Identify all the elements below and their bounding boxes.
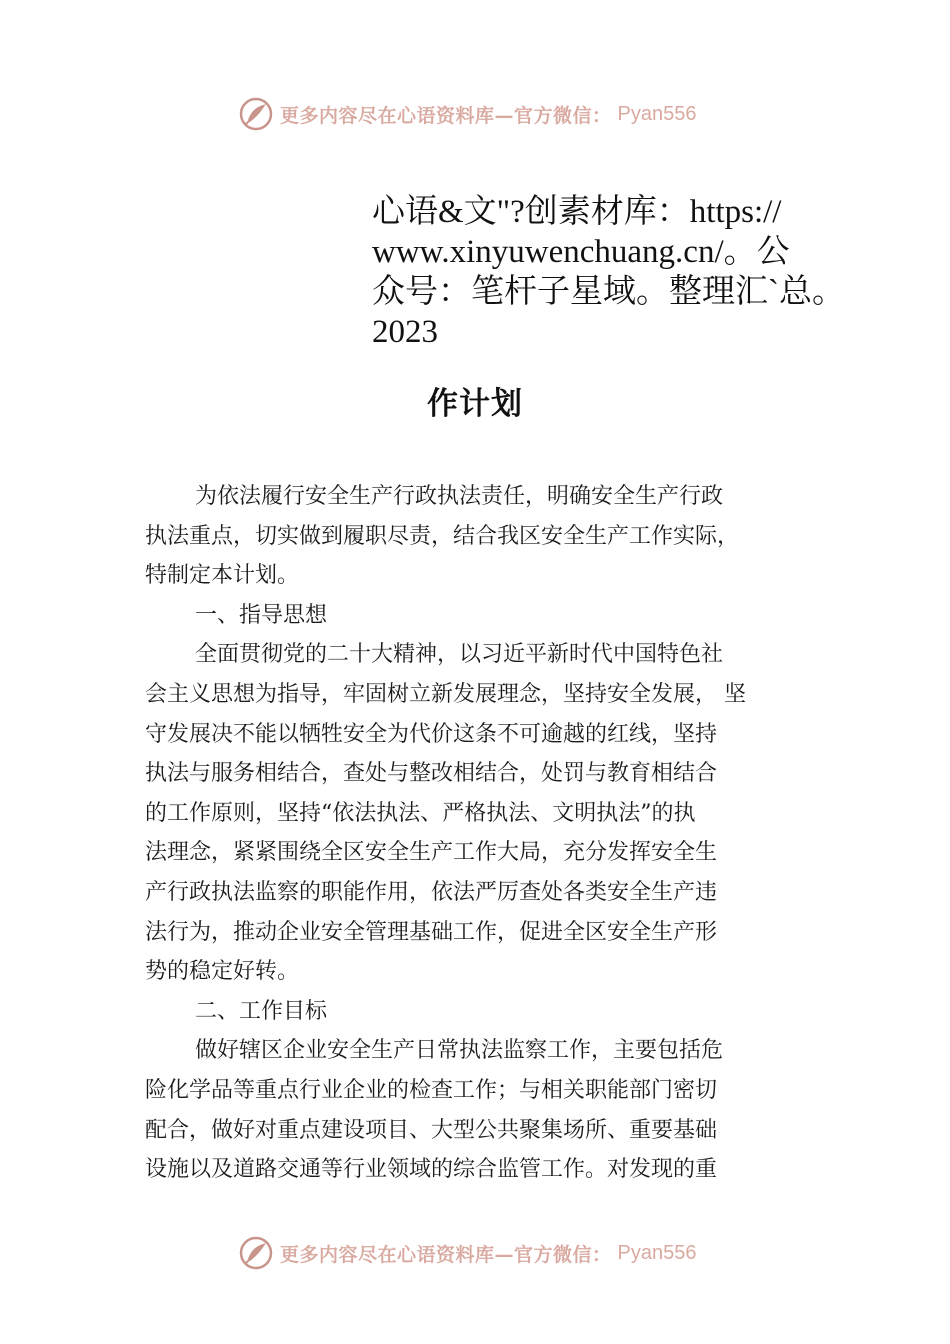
header-line: 众号：笔杆子星域。整理汇`总。 [372,274,845,310]
body-line: 法理念，紧紧围绕全区安全生产工作大局，充分发挥安全生 [145,840,718,866]
body-line: 守发展决不能以牺牲安全为代价这条不可逾越的红线，坚持 [145,721,718,747]
watermark-banner-top [238,94,738,134]
body-line: 势的稳定好转。 [145,959,300,985]
body-line: 做好辖区企业安全生产日常执法监察工作，主要包括危 [195,1038,724,1064]
body-line: 产行政执法监察的职能作用，依法严厉查处各类安全生产违 [145,879,718,905]
header-line: 心语&文"?创素材库：https:// [372,194,782,230]
header-line: www.xinyuwenchuang.cn/。公 [372,234,790,270]
body-line: 特制定本计划。 [145,563,300,589]
body-line: 配合，做好对重点建设项目、大型公共聚集场所、重要基础 [145,1117,718,1143]
watermark-banner-bottom [238,1233,738,1273]
body-line: 一、指导思想 [195,602,328,628]
header-line: 2023 [372,314,438,350]
banner-wechat-id: Pyan556 [617,1241,697,1264]
banner-wechat-id: Pyan556 [617,102,697,125]
header-block [372,192,892,352]
body-line: 的工作原则，坚持“依法执法、严格执法、文明执法”的执 [145,800,696,826]
body-line: 二、工作目标 [195,998,328,1024]
banner-text: 更多内容尽在心语资料库—官方微信： [280,104,612,127]
logo-icon [238,96,274,132]
body-line: 全面贯彻党的二十大精神，以习近平新时代中国特色社 [195,642,724,668]
banner-text: 更多内容尽在心语资料库—官方微信： [280,1243,612,1266]
body-line: 为依法履行安全生产行政执法责任，明确安全生产行政 [195,484,724,509]
body-line: 法行为，推动企业安全管理基础工作，促进全区安全生产形 [145,919,718,945]
document-title: 作计划 [427,386,523,422]
body-line: 会主义思想为指导，牢固树立新发展理念，坚持安全发展， 坚 [145,681,746,707]
body-line: 执法与服务相结合，查处与整改相结合，处罚与教育相结合 [145,761,718,787]
body-text [145,477,815,1190]
logo-icon [238,1235,274,1271]
body-line: 险化学品等重点行业企业的检查工作；与相关职能部门密切 [145,1077,718,1103]
body-line: 设施以及道路交通等行业领域的综合监管工作。对发现的重 [145,1157,718,1183]
body-line: 执法重点，切实做到履职尽责，结合我区安全生产工作实际， [145,523,740,549]
